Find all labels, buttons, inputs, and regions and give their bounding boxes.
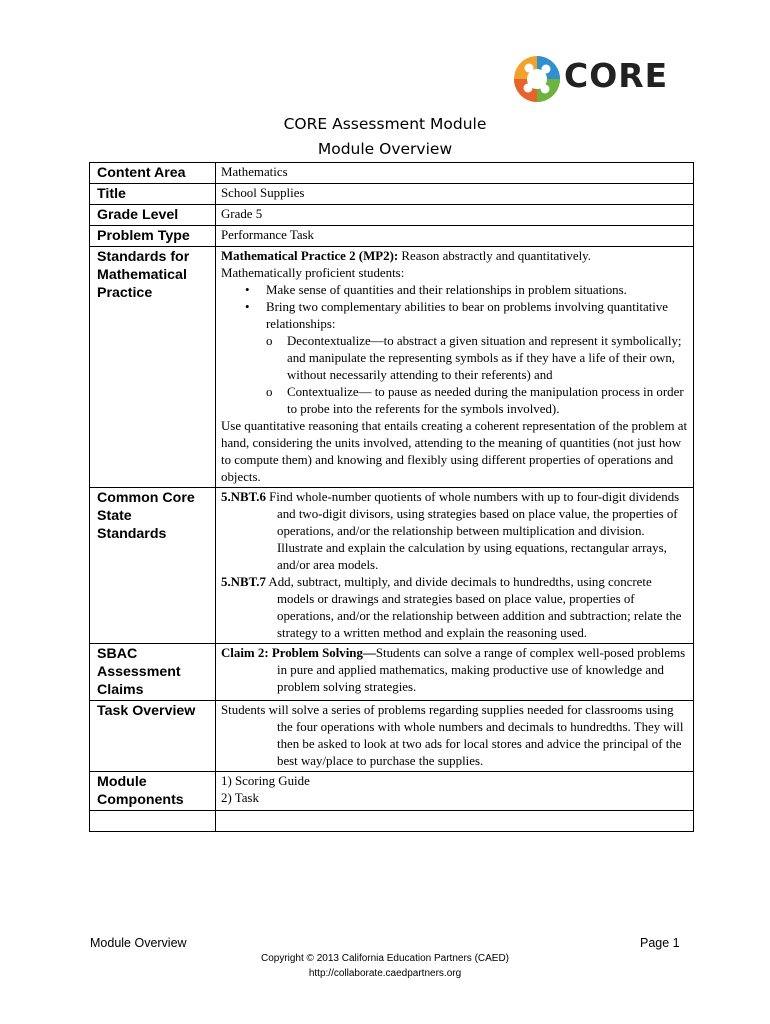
mp2-intro: Mathematically proficient students: (221, 266, 405, 280)
ccss-standard-2-text: Add, subtract, multiply, and divide decimals to hundredths, using concrete models or drawings and strategies based on place value, properties of operations, and/or the relationship between addition and subtraction; relate the strategy to a written method and explain the reasoning used. (265, 575, 682, 640)
sbac-claim (221, 645, 689, 696)
standards-practice-value (216, 247, 694, 488)
footer-copyright: Copyright © 2013 California Education Partners (CAED) (260, 953, 510, 964)
ccss-value (216, 488, 694, 644)
page-title-block (0, 112, 770, 162)
row-title (90, 184, 694, 205)
row-task-overview (90, 701, 694, 772)
title-label: Title (90, 184, 216, 205)
row-standards-practice (90, 247, 694, 488)
circle-bullet-icon: o (266, 385, 273, 399)
ccss-standard-1-code: 5.NBT.6 (221, 490, 266, 504)
core-logo (512, 54, 682, 104)
task-overview-label: Task Overview (90, 701, 216, 772)
mp2-sub-bullet-2-text: Contextualize— to pause as needed during the manipulation process in order to probe into the referents for the symbols involved). (287, 385, 684, 416)
footer-copyright-block (0, 951, 770, 981)
row-empty (90, 811, 694, 832)
sbac-label: SBAC Assessment Claims (90, 644, 216, 701)
bullet-icon: • (245, 283, 250, 297)
footer-module-overview: Module Overview (90, 936, 187, 950)
row-problem-type (90, 226, 694, 247)
footer-page-number: Page 1 (640, 936, 680, 950)
sbac-value (216, 644, 694, 701)
mp2-closing: Use quantitative reasoning that entails creating a coherent representation of the problem at hand, considering the units involved, attending to the meaning of quantities (not just how to compute them) and knowing and flexibly using different properties of operations and objects. (221, 419, 688, 484)
core-logo-icon (512, 54, 562, 104)
mp2-sub-bullet-2 (221, 384, 689, 418)
grade-level-value: Grade 5 (216, 205, 694, 226)
logo-wordmark: CORE (564, 56, 669, 95)
mp2-bullet-2 (221, 299, 689, 333)
module-components-label: Module Components (90, 772, 216, 811)
standards-practice-label: Standards for Mathematical Practice (90, 247, 216, 488)
module-components-value (216, 772, 694, 811)
page-title: CORE Assessment Module (283, 115, 487, 133)
row-sbac (90, 644, 694, 701)
mp2-bullet-1-text: Make sense of quantities and their relationships in problem situations. (266, 283, 627, 297)
mp2-bullet-2-text: Bring two complementary abilities to bear on problems involving quantitative relationships: (266, 300, 669, 331)
empty-cell-left (90, 811, 216, 832)
empty-cell-right (216, 811, 694, 832)
task-overview-value (216, 701, 694, 772)
mp2-heading-rest: Reason abstractly and quantitatively. (398, 249, 591, 263)
page-subtitle: Module Overview (317, 140, 453, 158)
component-item-2: 2) Task (221, 791, 259, 805)
mp2-sub-bullet-1 (221, 333, 689, 384)
problem-type-label: Problem Type (90, 226, 216, 247)
module-overview-table (89, 162, 694, 832)
ccss-standard-1-text: Find whole-number quotients of whole numbers with up to four-digit dividends and two-digit divisors, using strategies based on place value, the properties of operations, and/or the relationship between multiplication and division. Illustrate and explain the calculation by using equations, rectangular arrays, and/or area models. (265, 490, 680, 572)
row-ccss (90, 488, 694, 644)
content-area-label: Content Area (90, 163, 216, 184)
mp2-bullet-1 (221, 282, 689, 299)
row-module-components (90, 772, 694, 811)
mp2-heading (221, 248, 689, 265)
circle-bullet-icon: o (266, 334, 273, 348)
bullet-icon: • (245, 300, 250, 314)
ccss-standard-1 (221, 489, 689, 574)
ccss-label: Common Core State Standards (90, 488, 216, 644)
grade-level-label: Grade Level (90, 205, 216, 226)
problem-type-value: Performance Task (216, 226, 694, 247)
task-overview-text: Students will solve a series of problems regarding supplies needed for classrooms using the four operations with whole numbers and decimals to hundredths. They will then be asked to look at two ads for local stores and advice the principal of the best way/place to purchase the supplies. (221, 703, 684, 768)
row-grade-level (90, 205, 694, 226)
content-area-value: Mathematics (216, 163, 694, 184)
mp2-sub-bullet-1-text: Decontextualize—to abstract a given situation and represent it symbolically; and manipulate the representing symbols as if they have a life of their own, without necessarily attending to their referents) and (287, 334, 682, 382)
component-item-1: 1) Scoring Guide (221, 774, 310, 788)
footer-url: http://collaborate.caedpartners.org (308, 968, 462, 979)
mp2-heading-bold: Mathematical Practice 2 (MP2): (221, 249, 399, 263)
sbac-claim-text: Students can solve a range of complex well-posed problems in pure and applied mathematics, making productive use of knowledge and problem solving strategies. (277, 646, 686, 694)
ccss-standard-2-code: 5.NBT.7 (221, 575, 266, 589)
title-value: School Supplies (216, 184, 694, 205)
row-content-area (90, 163, 694, 184)
ccss-standard-2 (221, 574, 689, 642)
sbac-claim-code: Claim 2: Problem Solving— (221, 646, 376, 660)
